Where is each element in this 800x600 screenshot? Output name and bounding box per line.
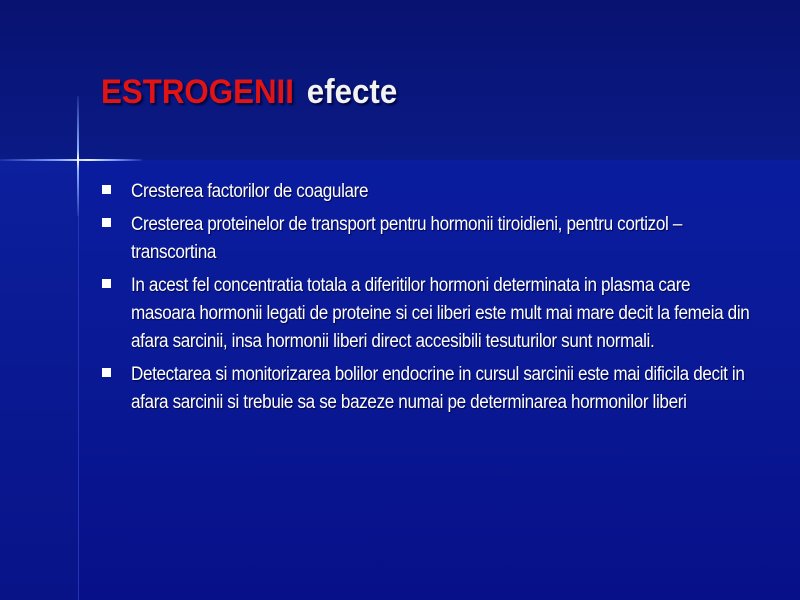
slide-title-main: ESTROGENII <box>101 73 294 111</box>
slide-title-sub: efecte <box>306 73 398 111</box>
bullet-text: In acest fel concentratia totala a diferitilor hormoni determinata in plasma care masoara hormonii legati de proteine si cei liberi este mult mai mare decit la femeia din afara sarcinii, insa hormonii liberi direct accesibili tesuturilor sunt normali. <box>131 275 750 352</box>
bullet-item <box>100 272 750 356</box>
square-bullet-icon <box>102 218 111 227</box>
bullet-item <box>100 178 750 206</box>
bullet-item <box>100 361 750 417</box>
bullet-text: Cresterea proteinelor de transport pentru hormonii tiroidieni, pentru cortizol – transcortina <box>131 214 683 263</box>
square-bullet-icon <box>102 279 111 288</box>
decorative-vertical-line <box>77 96 79 216</box>
bullet-text: Cresterea factorilor de coagulare <box>131 181 369 202</box>
bullet-list <box>100 178 750 422</box>
square-bullet-icon <box>102 185 111 194</box>
decorative-horizontal-line <box>0 159 142 161</box>
left-band <box>0 160 79 600</box>
slide-title <box>101 70 397 114</box>
square-bullet-icon <box>102 368 111 377</box>
bullet-text: Detectarea si monitorizarea bolilor endocrine in cursul sarcinii este mai dificila decit in afara sarcinii si trebuie sa se bazeze numai pe determinarea hormonilor liberi <box>131 364 745 413</box>
bullet-item <box>100 211 750 267</box>
